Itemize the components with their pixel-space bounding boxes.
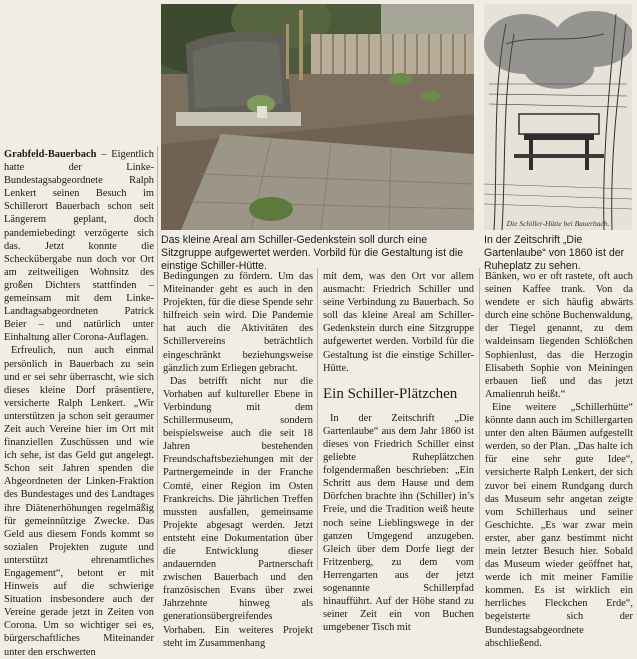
dateline: Grabfeld-Bauerbach — [4, 149, 97, 160]
article-column-3 — [323, 270, 474, 634]
subheading: Ein Schiller-Plätzchen — [323, 385, 458, 402]
paragraph: Bänken, wo er oft rastete, oft auch seinen Kaffee trank. Von da wendete er sich häufig abwärts durch eine schöne Buchenwaldung, der Tiegel genannt, zu dem waldeinsam liegenden Schlößchen Sophienlust, das die Herzogin Elisabeth Sophie von Meiningen erbauen ließ und das jetzt Amalienruh heißt.“ — [485, 271, 633, 400]
photo-caption: Das kleine Areal am Schiller-Gedenkstein soll durch eine Sitzgruppe aufgewertet werden. Vorbild für die Gestaltung ist die einstige Schiller-Hütte. — [161, 234, 464, 272]
memorial-photo-drawing — [161, 4, 474, 230]
column-divider — [157, 146, 158, 570]
article-column-1 — [4, 148, 154, 659]
column-divider — [317, 268, 318, 570]
etching-drawing — [484, 4, 632, 230]
paragraph: Bedingungen zu fördern. Um das Miteinander geht es auch in den Projekten, für die diese Spende sehr hilfreich sein wird. Die Pandemie hat auch die Aktivitäten des Schillervereins beträchtlich eingeschränkt beziehungsweise gänzlich zum Erliegen gebracht. — [163, 271, 313, 374]
etching-schiller-hut — [484, 4, 632, 230]
etching-label: Die Schiller-Hütte bei Bauerbach. — [506, 219, 610, 228]
paragraph: Erfreulich, nun auch einmal persönlich in Bauerbach zu sein und er sei sehr überrascht, wie sich dieses kleine Dorf präsentiere, versicherte Ralph Lenkert. „Wir unterstützen ja schon seit geraumer Zeit auch Vereine hier im Ort mit finanziellen Zuschüssen und wie ich sehe, ist das Geld gut angelegt. Schon seit Jahren spenden die Abgeordneten der Linken-Fraktion des Bundestages und des Landtages ihre Diätenerhöhungen regelmäßig für gemeinnützige Zwecke. Das Geld aus diesem Fonds kommt so sozialen Projekten zugute und unterstützt ehrenamtliches Engagement“, betont er mit Hinweis auf die schwierige Situation insbesondere auch der Vereine gerade jetzt in Zeiten von Corona. Um so wichtiger sei es, bürgerschaftliches Miteinander unter den erschwerten — [4, 345, 154, 658]
etching-caption: In der Zeitschrift „Die Gartenlaube“ von 1860 ist der Ruheplatz zu sehen. — [484, 234, 625, 272]
photo-memorial-stone — [161, 4, 474, 230]
paragraph: Das betrifft nicht nur die Vorhaben auf kultureller Ebene in Verbindung mit dem Schillermuseum, sondern beispielsweise auch die seit 18 Jahren bestehenden Freundschaftsbeziehungen mit der Partnergemeinde in der Franche Comté, einer Region im Osten Frankreichs. Die jährlichen Treffen mussten ausfallen, gemeinsame Projekte abgesagt werden. Jetzt entsteht eine Dokumentation über die Entwicklung dieser andauernden Partnerschaft zwischen Bauerbach und den französischen Evans über zwei Jahrzehnte hinweg als generationsübergreifendes Vorhaben. Ein weiteres Projekt steht im Zusammenhang — [163, 375, 313, 649]
column-divider — [479, 268, 480, 570]
paragraph — [4, 148, 154, 344]
paragraph: mit dem, was den Ort vor allem ausmacht: Friedrich Schiller und seine Verbindung zu Bauerbach. So soll das kleine Areal am Schiller-Gedenkstein durch eine Sitzgruppe aufgewertet werden. Vorbild für die Gestaltung ist die einstige Schiller-Hütte. — [323, 271, 474, 374]
paragraph: Eine weitere „Schillerhütte“ könnte dann auch im Schillergarten unter den alten Bäumen aufgestellt werden, so der Plan. „Das halte ich für eine sehr gute Idee“, versicherte Ralph Lenkert, der sich zuvor bei einem Rundgang durch das Museum sehr angetan zeigte vom Schillerhaus und seiner Geschichte. „Es war zwar mein erster, aber ganz bestimmt nicht mein letzter Besuch hier. Sobald das Museum wieder geöffnet hat, werde ich mit meiner Familie kommen. Es ist wirklich ein herrliches Fleckchen Erde“, begeisterte sich der Bundestagsabgeordnete abschließend. — [485, 401, 633, 649]
article-column-4 — [485, 270, 633, 650]
paragraph-text: – Eigentlich hatte der Linke-Bundestagsabgeordnete Ralph Lenkert seinen Besuch im Schillerort Bauerbach schon seit Längerem geplant, doch pandemiebedingt verzögerte sich das. Jetzt konnte die Scheckübergabe nun doch vor Ort am zeitweiligen Wohnsitz des großen Dichters stattfinden – gemeinsam mit dem Linke-Landtagsabgeordneten Patrick Beier – und natürlich unter Einhaltung aller Corona-Auflagen. — [4, 149, 154, 344]
paragraph: In der Zeitschrift „Die Gartenlaube“ aus dem Jahr 1860 ist dieses von Friedrich Schiller einst geliebte Ruheplätzchen folgendermaßen beschrieben: „Ein Schritt aus dem Hause und dem Dörfchen brachte ihn (Schiller) in’s Freie, und die Tradition weiß heute noch seine Lieblingswege in der ganzen Umgegend anzugeben. Gleich über dem Dorfe liegt der Fritzenberg, zu dem vom Herrengarten aus der jetzt sogenannte Schillerpfad hinaufführt. Auf der Höhe stand zu seiner Zeit ein von Buchen umgebener Tisch mit — [323, 412, 474, 634]
article-column-2 — [163, 270, 313, 650]
